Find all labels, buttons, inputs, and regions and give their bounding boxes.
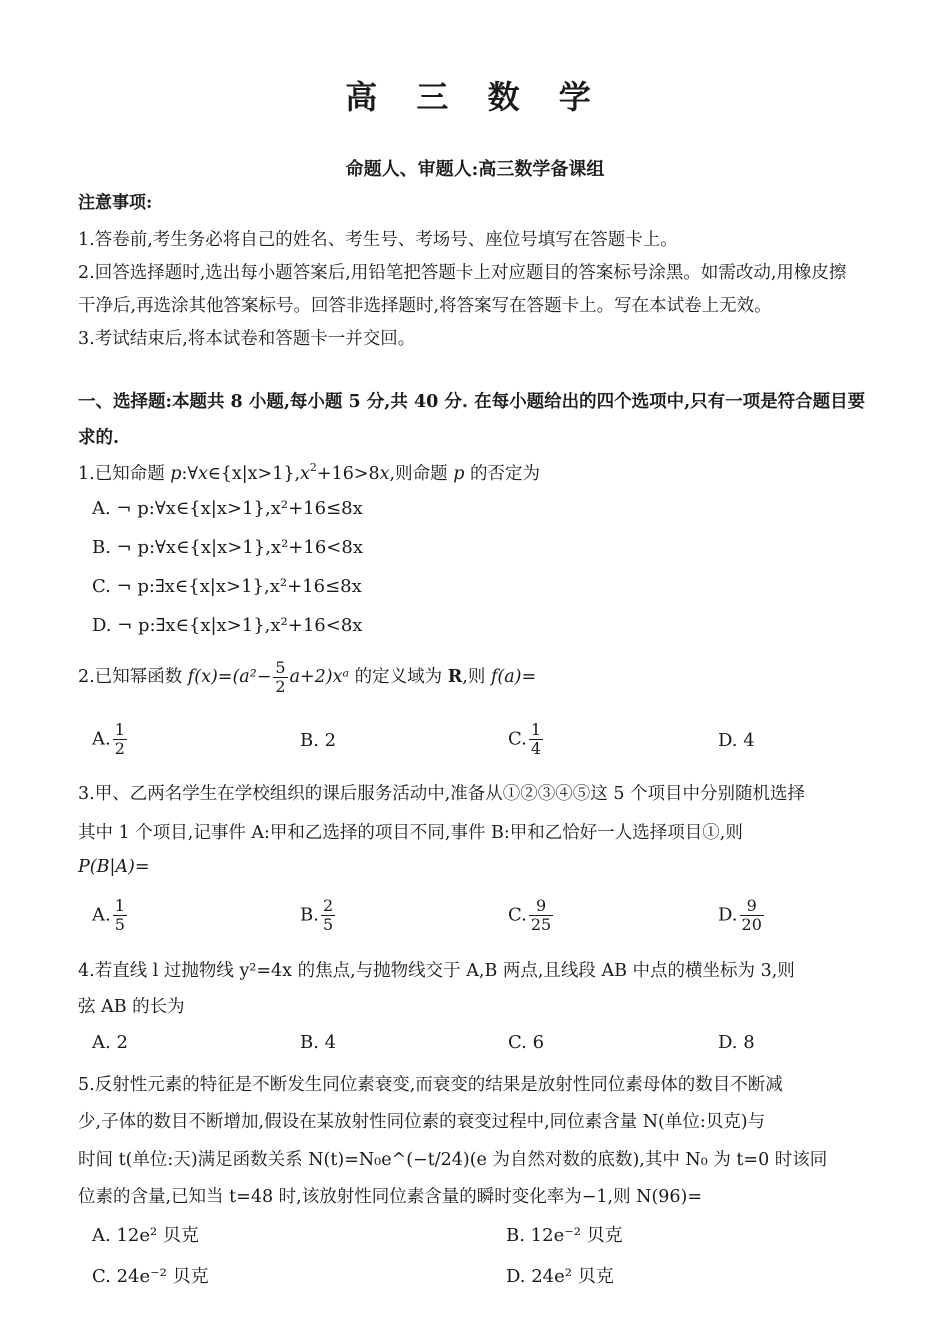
page-title: 高 三 数 学 (345, 78, 605, 116)
question-1-stem: 1.已知命题 $p:\forall x\in\{x|x>1\},x^2+16>8x$,则命题 p 的否定为 (78, 461, 540, 484)
question-4-option-a: A. 2 (92, 1032, 128, 1053)
question-5-option-a: A. 12e² 贝克 (92, 1225, 199, 1246)
question-3-option-a: A. $\frac{1}{5}$ (92, 896, 125, 934)
notice-item-2-line-1: 2.回答选择题时,选出每小题答案后,用铅笔把答题卡上对应题目的答案标号涂黑。如需改动,用橡皮擦 (78, 263, 847, 283)
question-5-line-4: 位素的含量,已知当 t=48 时,该放射性同位素含量的瞬时变化率为−1,则 N(96)= (78, 1187, 703, 1207)
question-2-stem: 2.已知幂函数 f(x)=(a²− $\frac{5}{2}$ a+2)xᵃ 的定义域为 R,则 f(a)= (78, 658, 537, 696)
question-4-line-2: 弦 AB 的长为 (78, 997, 185, 1017)
notice-item-2-line-2: 干净后,再选涂其他答案标号。回答非选择题时,将答案写在答题卡上。写在本试卷上无效。 (78, 296, 772, 316)
question-3-option-c: C. $\frac{9}{25}$ (508, 896, 552, 934)
question-4-option-c: C. 6 (508, 1032, 545, 1053)
question-5-option-b: B. 12e⁻² 贝克 (506, 1225, 623, 1246)
question-1-option-c: C. ¬ p:∃x∈{x|x>1},x²+16≤8x (92, 576, 362, 597)
notice-heading: 注意事项: (78, 193, 153, 213)
question-1-option-b: B. ¬ p:∀x∈{x|x>1},x²+16<8x (92, 537, 363, 558)
question-2-option-c: C. $\frac{1}{4}$ (508, 720, 542, 758)
question-5-line-2: 少,子体的数目不断增加,假设在某放射性同位素的衰变过程中,同位素含量 N(单位:贝克)与 (78, 1112, 766, 1132)
question-3-option-d: D. $\frac{9}{20}$ (718, 896, 762, 934)
question-4-line-1: 4.若直线 l 过抛物线 y²=4x 的焦点,与抛物线交于 A,B 两点,且线段 AB 中点的横坐标为 3,则 (78, 961, 795, 981)
question-5-option-d: D. 24e² 贝克 (506, 1266, 614, 1287)
question-5-line-1: 5.反射性元素的特征是不断发生同位素衰变,而衰变的结果是放射性同位素母体的数目不断减 (78, 1075, 783, 1095)
question-4-option-d: D. 8 (718, 1032, 755, 1053)
fraction-5-over-2: $\frac{5}{2}$ (275, 658, 286, 696)
question-3-line-3: P(B|A)= (78, 857, 150, 877)
notice-item-1: 1.答卷前,考生务必将自己的姓名、考生号、考场号、座位号填写在答题卡上。 (78, 230, 678, 250)
question-2-option-d: D. 4 (718, 730, 755, 751)
question-5-option-c: C. 24e⁻² 贝克 (92, 1266, 209, 1287)
question-2-option-a: A. $\frac{1}{2}$ (92, 720, 125, 758)
question-1-option-d: D. ¬ p:∃x∈{x|x>1},x²+16<8x (92, 615, 363, 636)
section-1-heading-line-1: 一、选择题:本题共 8 小题,每小题 5 分,共 40 分. 在每小题给出的四个选项中,只有一项是符合题目要 (78, 392, 866, 412)
question-3-line-2: 其中 1 个项目,记事件 A:甲和乙选择的项目不同,事件 B:甲和乙恰好一人选择项目①,则 (78, 823, 743, 843)
question-2-option-b: B. 2 (300, 730, 337, 751)
section-1-heading-line-2: 求的. (78, 428, 120, 448)
author-line: 命题人、审题人:高三数学备课组 (345, 159, 605, 180)
question-3-option-b: B. $\frac{2}{5}$ (300, 896, 334, 934)
question-5-line-3: 时间 t(单位:天)满足函数关系 N(t)=N₀e^(−t/24)(e 为自然对数的底数),其中 N₀ 为 t=0 时该同 (78, 1150, 828, 1170)
question-3-line-1: 3.甲、乙两名学生在学校组织的课后服务活动中,准备从①②③④⑤这 5 个项目中分别随机选择 (78, 784, 806, 804)
notice-item-3: 3.考试结束后,将本试卷和答题卡一并交回。 (78, 329, 416, 349)
question-4-option-b: B. 4 (300, 1032, 337, 1053)
question-1-option-a: A. ¬ p:∀x∈{x|x>1},x²+16≤8x (92, 498, 363, 519)
